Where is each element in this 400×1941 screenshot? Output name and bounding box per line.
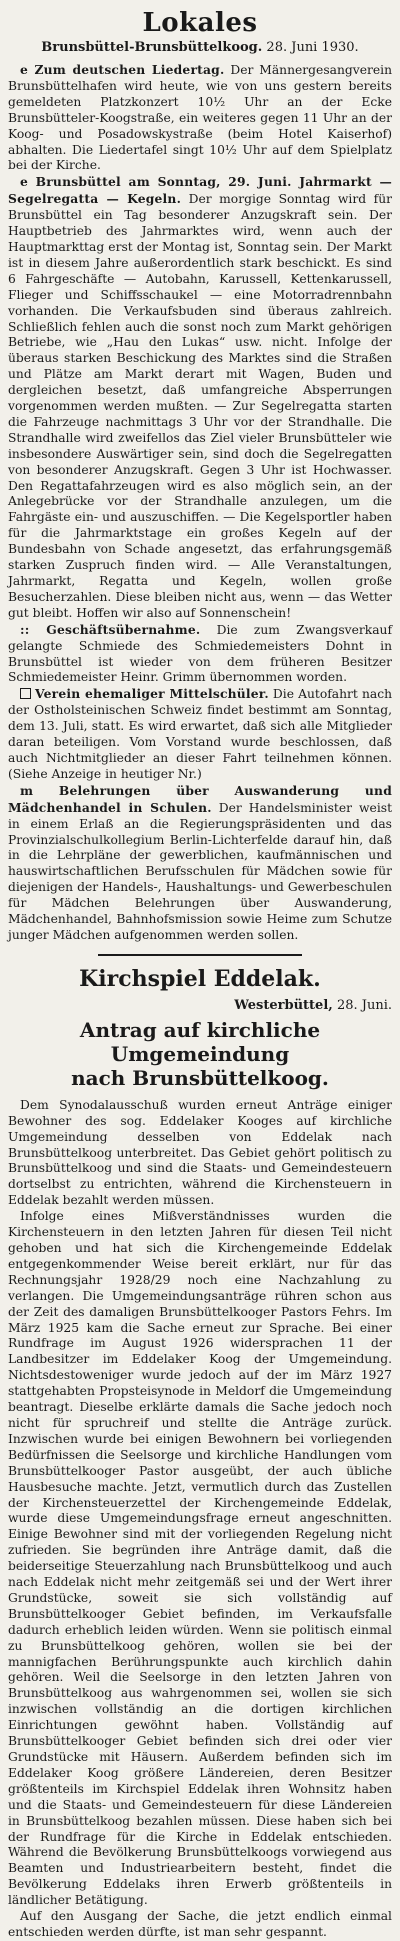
news-item-liedertag: [8, 62, 392, 174]
news-item-auswanderung: [8, 783, 392, 944]
item-text: Die zum Zwangsverkauf gelangte Schmiede des Schmiedemeisters Dohnt in Brunsbüttel ist wieder von dem früheren Besitzer Schmiedemeister Heinr. Grimm übernommen worden.: [8, 622, 392, 685]
item-text: Der Männergesangverein Brunsbüttelhafen wird heute, wie von uns gestern bereits gemeldeten Platzkonzert 10½ Uhr an der Ecke Brunsbütteler-Koogstraße, ein weiteres gegen 11 Uhr an der Koog- und Posadowskystraße (beim Hotel Kaiserhof) abhalten. Die Liedertafel singt 10½ Uhr auf dem Spielplatz bei der Kirche.: [8, 63, 392, 173]
item-text: Der morgige Sonntag wird für Brunsbüttel ein Tag besonderer Anzugskraft sein. Der Hauptbetrieb des Jahrmarktes wird, wenn auch der Hauptmarkttag erst der Montag ist, Sonntag sein. Der Markt ist in diesem Jahre außerordentlich stark beschickt. Es sind 6 Fahrgeschäfte — Autobahn, Karussell, Kettenkarussell, Flieger und Schiffsschaukel — eine Motorradrennbahn vorhanden. Die Verkaufsbuden sind überaus zahlreich. Schließlich fehlen auch die sonst noch zum Markt gehörigen Betriebe, wie „Hau den Lukas“ usw. nicht. Infolge der überaus starken Beschickung des Marktes sind die Straßen und Plätze am Markt derart mit Wagen, Buden und dergleichen besetzt, daß umfangreiche Absperrungen vorgenommen werden mußten. — Zur Segelregatta starten die Fahrzeuge nachmittags 3 Uhr vor der Strandhalle. Die Strandhalle wird zweifellos das Ziel vieler Brunsbütteler wie insbesondere Auswärtiger sein, sind doch die Segelregatten von besonderer Anzugskraft. Gegen 3 Uhr ist Hochwasser. Den Regattafahrzeugen wird es also möglich sein, an der Anlegebrücke vor der Strandhalle anzulegen, um die Fahrgäste ein- und auszuschiffen. — Die Kegelsportler haben für die Jahrmarktstage ein großes Kegeln auf der Bundesbahn von Schade angesetzt, das erfahrungsgemäß starken Zuspruch finden wird. — Alle Veranstaltungen, Jahrmarkt, Regatta und Kegeln, wollen große Besucherzahlen. Diese bleiben nicht aus, wenn — das Wetter gut bleibt. Hoffen wir also auf Sonnenschein!: [8, 192, 392, 620]
news-item-mittelschueler: [8, 686, 392, 782]
dateline-lokales: [8, 40, 392, 56]
article-paragraph-2: Infolge eines Mißverständnisses wurden die Kirchensteuern in den letzten Jahren für diesen Teil nicht gehoben und hat sich die Kirchengemeinde Eddelak entgegenkommender Weise bereit erklärt, nur für das Rechnungsjahr 1928/29 noch eine Nachzahlung zu verlangen. Die Umgemeindungsanträge rühren schon aus der Zeit des damaligen Brunsbüttelkooger Pastors Fehrs. Im März 1925 kam die Sache erneut zur Sprache. Bei einer Rundfrage im August 1926 widersprachen 11 der Landbesitzer im Eddelaker Koog der Umgemeindung. Nichtsdestoweniger wurde jedoch auf der im März 1927 stattgehabten Propsteisynode in Meldorf die Umgemeindung beantragt. Dieselbe erklärte damals die Sache jedoch noch nicht für spruchreif und stellte die Anträge zurück. Inzwischen wurde bei einigen Bewohnern bei vorliegenden Bedürfnissen die Seelsorge und kirchliche Handlungen vom Brunsbüttelkooger Pastor ausgeübt, der auch übliche Hausbesuche machte. Jetzt, vermutlich durch das Zustellen der Kirchensteuerzettel der Kirchengemeinde Eddelak, wurde diese Umgemeindungsfrage erneut angeschnitten. Einige Bewohner sind mit der vorliegenden Regelung nicht zufrieden. Sie begründen ihre Anträge damit, daß die beiderseitige Steuerzahlung nach Brunsbüttelkoog und auch nach Eddelak nicht mehr zeitgemäß sei und der Wert ihrer Grundstücke, soweit sie sich vollständig auf Brunsbüttelkooger Gebiet befinden, im Verkaufsfalle dadurch erheblich leiden würden. Wenn sie politisch einmal zu Brunsbüttelkoog gehören, wollen sie bei der mannigfachen Berührungspunkte auch kirchlich dahin gehören. Weil die Seelsorge in den letzten Jahren von Brunsbüttelkoog aus wahrgenommen sei, wollen sie sich inzwischen vollständig an die dortigen kirchlichen Einrichtungen gewöhnt haben. Vollständig auf Brunsbüttelkooger Gebiet befinden sich drei oder vier Grundstücke mit Häusern. Außerdem befinden sich im Eddelaker Koog größere Ländereien, deren Besitzer größtenteils im Kirchspiel Eddelak ihren Wohnsitz haben und die Staats- und Gemeindesteuern für diese Ländereien in Brunsbüttelkoog bezahlen müssen. Diese haben sich bei der Rundfrage für die Kirche in Eddelak entschieden. Während die Bevölkerung Brunsbüttelkoogs vorwiegend aus Beamten und Industriearbeitern besteht, findet die Bevölkerung Eddelaks ihren Erwerb größtenteils in ländlicher Betätigung.: [8, 1209, 392, 1908]
article-headline: [8, 1018, 392, 1090]
article-paragraph-1: Dem Synodalausschuß wurden erneut Anträge einiger Bewohner des sog. Eddelaker Kooges auf kirchliche Umgemeindung desselben von Eddelak nach Brunsbüttelkoog unterbreitet. Das Gebiet gehört politisch zu Brunsbüttelkoog und sind die Staats- und Gemeindesteuern dortselbst zu entrichten, während die Kirchensteuern in Eddelak bezahlt werden müssen.: [8, 1097, 392, 1208]
headline-line-2: nach Brunsbüttelkoog.: [71, 1065, 329, 1090]
item-lead: m Belehrungen über Auswanderung und Mädchenhandel in Schulen.: [8, 782, 392, 815]
section-title-lokales: Lokales: [142, 8, 258, 38]
news-item-jahrmarkt: [8, 174, 392, 621]
dateline-eddelak: [8, 998, 392, 1014]
headline-line-1: Antrag auf kirchliche Umgemeindung: [79, 1017, 321, 1066]
dateline-date: 28. Juni.: [336, 997, 392, 1013]
item-text: Die Autofahrt nach der Ostholsteinischen Schweiz findet bestimmt am Sonntag, dem 13. Juli, statt. Es wird erwartet, daß sich alle Mitglieder daran beteiligen. Vom Vorstand wurde beschlossen, daß auch Nichtmitglieder an dieser Fahrt teilnehmen können. (Siehe Anzeige in heutiger Nr.): [8, 687, 392, 781]
section-divider: [98, 954, 302, 956]
item-lead: Verein ehemaliger Mittelschüler.: [35, 686, 269, 702]
item-lead: e Brunsbüttel am Sonntag, 29. Juni. Jahrmarkt — Segelregatta — Kegeln.: [8, 174, 392, 207]
item-lead: e Zum deutschen Liedertag.: [20, 62, 225, 77]
article-paragraph-3: Auf den Ausgang der Sache, die jetzt endlich einmal entschieden werden dürfte, ist man sehr gespannt.: [8, 1909, 392, 1939]
section-title-eddelak: Kirchspiel Eddelak.: [79, 965, 321, 992]
dateline-place: Brunsbüttel-Brunsbüttelkoog.: [41, 40, 263, 55]
dateline-place: Westerbüttel,: [234, 997, 333, 1013]
box-marker-icon: [20, 688, 31, 699]
dateline-date: 28. Juni 1930.: [266, 40, 359, 55]
news-item-geschaeftsuebernahme: [8, 622, 392, 687]
item-text: Der Handelsminister weist in einem Erlaß an die Regierungspräsidenten und das Provinzialschulkollegium Berlin-Lichterfelde darauf hin, daß in die Lehrpläne der gewerblichen, kaufmännischen und hauswirtschaftlichen Berufsschulen für Mädchen sowie für diejenigen der Handels-, Haushaltungs- und Gewerbeschulen für Mädchen Belehrungen über Auswanderung, Mädchenhandel, Bahnhofsmission sowie Heime zum Schutze junger Mädchen aufgenommen werden sollen.: [8, 800, 393, 942]
item-lead: :: Geschäftsübernahme.: [20, 621, 201, 637]
